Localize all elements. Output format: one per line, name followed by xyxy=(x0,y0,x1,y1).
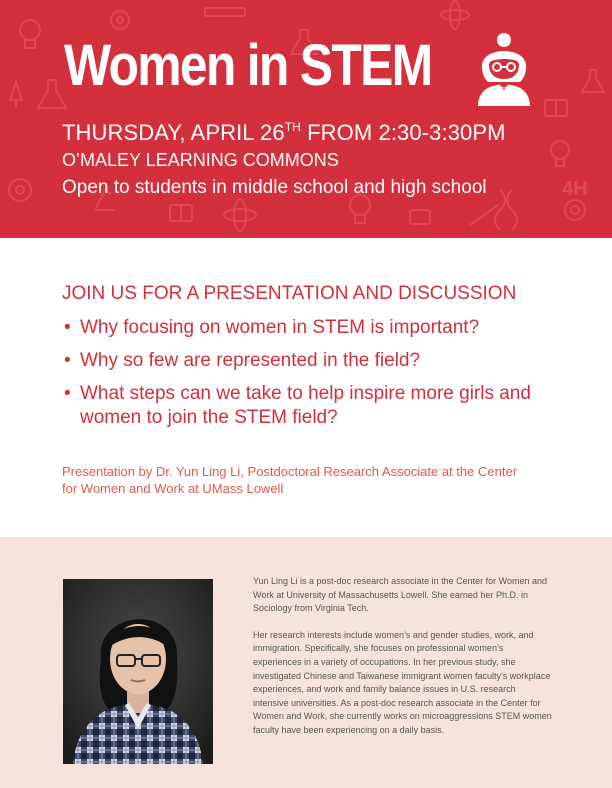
portrait-image xyxy=(63,579,213,764)
event-date-time xyxy=(62,120,506,146)
bullet-icon: • xyxy=(64,317,71,338)
agenda-item xyxy=(64,382,564,430)
header-banner xyxy=(0,0,612,238)
woman-student-icon xyxy=(468,32,540,106)
agenda-item-text: What steps can we take to help inspire more girls and women to join the STEM field? xyxy=(80,383,531,428)
event-venue: O’MALEY LEARNING COMMONS xyxy=(62,150,339,170)
bullet-icon: • xyxy=(64,350,71,371)
event-audience: Open to students in middle school and high school xyxy=(62,177,487,198)
bio-paragraph: Her research interests include women’s and gender studies, work, and immigration. Specifically, she focuses on professional women’s experiences in a variety of occupations. In her previous study, she investigated Chinese and Taiwanese immigrant women faculty’s workplace experiences, and work and family balance issues in U.S. research intensive universities. As a post-doc research associate in the Center for Women and Work, she currently works on microaggressions STEM women faculty have been experiencing on a daily basis. xyxy=(253,629,552,735)
agenda-item xyxy=(64,349,564,373)
bio-section xyxy=(0,537,612,788)
agenda-item-text: Why so few are represented in the field? xyxy=(80,350,421,371)
presenter-bio xyxy=(253,575,553,751)
event-time: FROM 2:30-3:30PM xyxy=(300,120,506,145)
presenter-credit: Presentation by Dr. Yun Ling Li, Postdoctoral Research Associate at the Center for Women and Work at UMass Lowell xyxy=(62,464,518,496)
bullet-icon: • xyxy=(64,383,71,404)
event-date: THURSDAY, APRIL 26 xyxy=(62,120,285,145)
agenda-heading: JOIN US FOR A PRESENTATION AND DISCUSSION xyxy=(62,283,517,304)
pattern-4h-text: 4H xyxy=(562,178,588,200)
presenter-photo xyxy=(63,579,213,764)
page-title: Women in STEM xyxy=(64,33,432,98)
bio-paragraph: Yun Ling Li is a post-doc research associate in the Center for Women and Work at University of Massachusetts Lowell. She earned her Ph.D. in Sociology from Virginia Tech. xyxy=(253,576,547,614)
date-ordinal: TH xyxy=(284,120,301,134)
agenda-item-text: Why focusing on women in STEM is important? xyxy=(80,317,480,338)
agenda-item xyxy=(64,316,564,340)
agenda-list xyxy=(64,316,564,439)
